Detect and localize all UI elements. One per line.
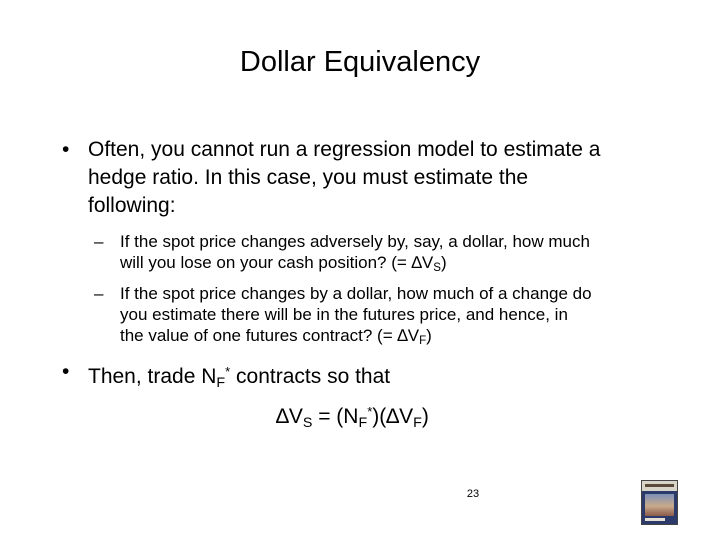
subscript-f: F <box>419 335 427 348</box>
equation-mid: )(∆V <box>372 405 414 429</box>
bullet-then-trade-text <box>88 358 390 397</box>
dash-marker: – <box>94 284 104 303</box>
bullet-line <box>88 358 390 397</box>
bullet-line: following: <box>88 194 176 217</box>
bullet-marker: • <box>62 360 70 383</box>
subbullet-line: If the spot price changes by a dollar, how much of a change do <box>120 284 592 303</box>
subscript-f: F <box>358 415 368 432</box>
equation-delta-v: ∆V <box>276 405 303 429</box>
slide-title: Dollar Equivalency <box>239 46 481 78</box>
subbullet-line-close: ) <box>440 253 447 272</box>
subscript-f: F <box>216 375 226 392</box>
book-cover-picture <box>645 494 674 516</box>
subbullet-line-close: ) <box>426 326 432 345</box>
subbullet-line-text: the value of one futures contract? (= ∆V <box>120 326 420 345</box>
bullet-often-text <box>88 136 600 220</box>
subbullet-line <box>120 325 592 352</box>
superscript-star: * <box>225 364 231 379</box>
superscript-star: * <box>367 404 373 419</box>
dash-marker: – <box>94 232 104 251</box>
book-cover-title-band <box>642 481 677 491</box>
book-cover-author-band <box>645 518 665 521</box>
subbullet-futures-price <box>94 283 592 352</box>
bullet-marker: • <box>62 138 70 161</box>
bullet-line: Often, you cannot run a regression model to estimate a <box>88 138 601 161</box>
bullet-text-after: contracts so that <box>230 365 391 389</box>
subbullet-cash-position <box>94 231 590 279</box>
subbullet-line: you estimate there will be in the futures price, and hence, in <box>120 305 568 324</box>
subbullet-line: If the spot price changes adversely by, say, a dollar, how much <box>120 232 590 251</box>
equation-close: ) <box>421 405 429 429</box>
subscript-f: F <box>413 415 422 432</box>
hedge-equation <box>276 398 429 437</box>
equation-equals: = (N <box>312 405 359 429</box>
subbullet-line <box>120 252 590 279</box>
bullet-line: hedge ratio. In this case, you must estimate the <box>88 166 529 189</box>
subbullet-line-text: will you lose on your cash position? (= ∆V <box>120 253 434 272</box>
book-cover-image <box>641 480 678 525</box>
bullet-text-before: Then, trade N <box>88 365 217 389</box>
page-number: 23 <box>466 488 480 500</box>
subscript-s: S <box>433 262 441 275</box>
subscript-s: S <box>302 415 313 432</box>
book-cover-title-mark <box>645 484 674 487</box>
